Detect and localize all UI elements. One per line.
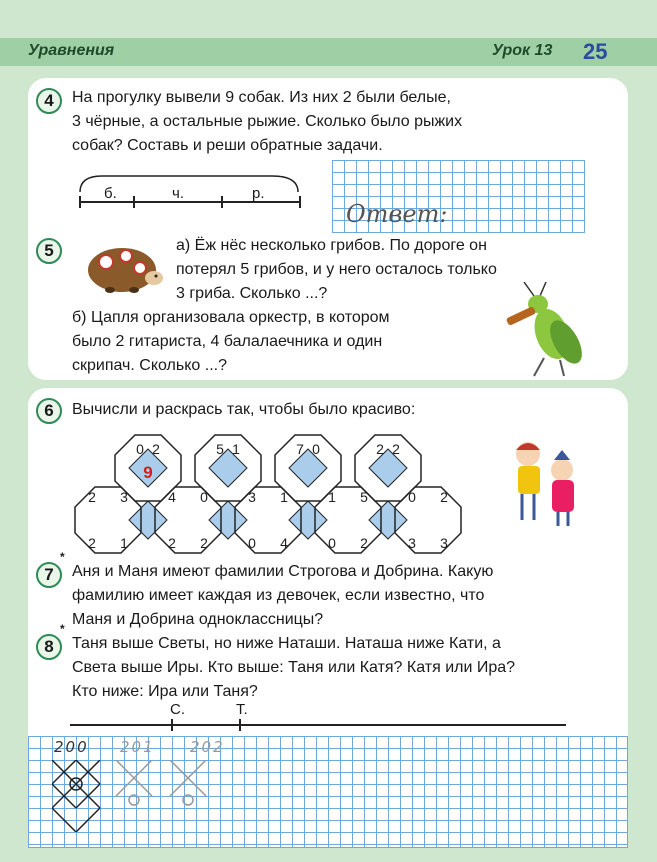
task-5b-line-1: б) Цапля организовала оркестр, в котором [72,309,390,326]
puzzle-number: 3 [440,535,448,551]
puzzle-number: 5 [360,489,368,505]
puzzle-number: 2 [168,535,176,551]
task-6-text: Вычисли и раскрась так, чтобы было красиво: [72,401,416,418]
answer-word: Ответ: [346,200,448,228]
task-5-number: 5 [36,238,62,264]
puzzle-number: 4 [168,489,176,505]
task-7-number: 7 [36,562,62,588]
puzzle-diamond [369,449,407,487]
task-4-line-3: собак? Составь и реши обратные задачи. [72,137,383,154]
puzzle-number: 1 [280,489,288,505]
pattern-drawing [52,760,242,832]
puzzle-number: 1 [328,489,336,505]
puzzle-number: 7 [296,441,304,457]
section-title: Уравнения [28,42,115,59]
puzzle-diamond [289,449,327,487]
puzzle-number: 0 [136,441,144,457]
puzzle-diamond [209,449,247,487]
puzzle-number: 2 [88,535,96,551]
puzzle-number: 3 [408,535,416,551]
puzzle-number: 0 [248,535,256,551]
task-4-line-2: 3 чёрные, а остальные рыжие. Сколько было рыжих [72,113,463,130]
task-8-number: 8 [36,634,62,660]
task-5a-line-3: 3 гриба. Сколько ...? [176,285,328,302]
puzzle-diamond [289,501,327,539]
task-7-star: * [60,550,65,564]
task-4-number: 4 [36,88,62,114]
puzzle-number: 2 [152,441,160,457]
girls-illustration [506,436,586,528]
handwriting-200: 200 [54,738,89,756]
segment-label-b: б. [104,185,117,202]
puzzle-number: 2 [392,441,400,457]
puzzle-diamond [209,501,247,539]
task-7-line-1: Аня и Маня имеют фамилии Строгова и Добрина. Какую [72,563,494,580]
puzzle-diamond [129,501,167,539]
puzzle-number: 1 [232,441,240,457]
task-8-line-3: Кто ниже: Ира или Таня? [72,683,258,700]
puzzle-number: 0 [200,489,208,505]
task-5b-line-3: скрипач. Сколько ...? [72,357,227,374]
puzzle-number: 2 [200,535,208,551]
lesson-title: Урок 13 [492,42,553,59]
page-number: 25 [583,39,608,64]
puzzle-number: 4 [280,535,288,551]
task-7-line-3: Маня и Добрина одноклассницы? [72,611,324,628]
task-8-line-2: Света выше Иры. Кто выше: Таня или Катя? Катя или Ира? [72,659,516,676]
puzzle-number: 2 [440,489,448,505]
puzzle-number: 2 [88,489,96,505]
mark-t: Т. [236,701,248,718]
task-5a-line-2: потерял 5 грибов, и у него осталось только [176,261,497,278]
mark-s: С. [170,701,185,718]
height-line [68,718,568,732]
hedgehog-illustration [80,238,166,296]
task-5b-line-2: было 2 гитариста, 4 балалаечника и один [72,333,383,350]
handwriting-201: 201 [120,738,155,756]
task-7-line-2: фамилию имеет каждая из девочек, если известно, что [72,587,485,604]
puzzle-number: 5 [216,441,224,457]
puzzle-number: 0 [312,441,320,457]
puzzle-answer: 9 [143,463,153,482]
puzzle-number: 1 [120,535,128,551]
puzzle-number: 2 [360,535,368,551]
puzzle-number: 3 [248,489,256,505]
puzzle-number: 0 [408,489,416,505]
card-tasks-4-5 [28,78,628,380]
octagon-puzzle[interactable] [68,430,474,560]
grasshopper-illustration [494,282,594,378]
task-5a-line-1: а) Ёж нёс несколько грибов. По дороге он [176,237,487,254]
puzzle-diamond [369,501,407,539]
handwriting-202: 202 [190,738,225,756]
task-8-line-1: Таня выше Светы, но ниже Наташи. Наташа ниже Кати, а [72,635,501,652]
task-8-star: * [60,622,65,636]
task-6-number: 6 [36,398,62,424]
puzzle-number: 2 [376,441,384,457]
puzzle-number: 3 [120,489,128,505]
card-tasks-6-8 [28,388,628,848]
segment-label-r: р. [252,185,265,202]
puzzle-number: 0 [328,535,336,551]
page-header [0,38,657,66]
task-4-line-1: На прогулку вывели 9 собак. Из них 2 были белые, [72,89,451,106]
segment-label-ch: ч. [172,185,184,202]
